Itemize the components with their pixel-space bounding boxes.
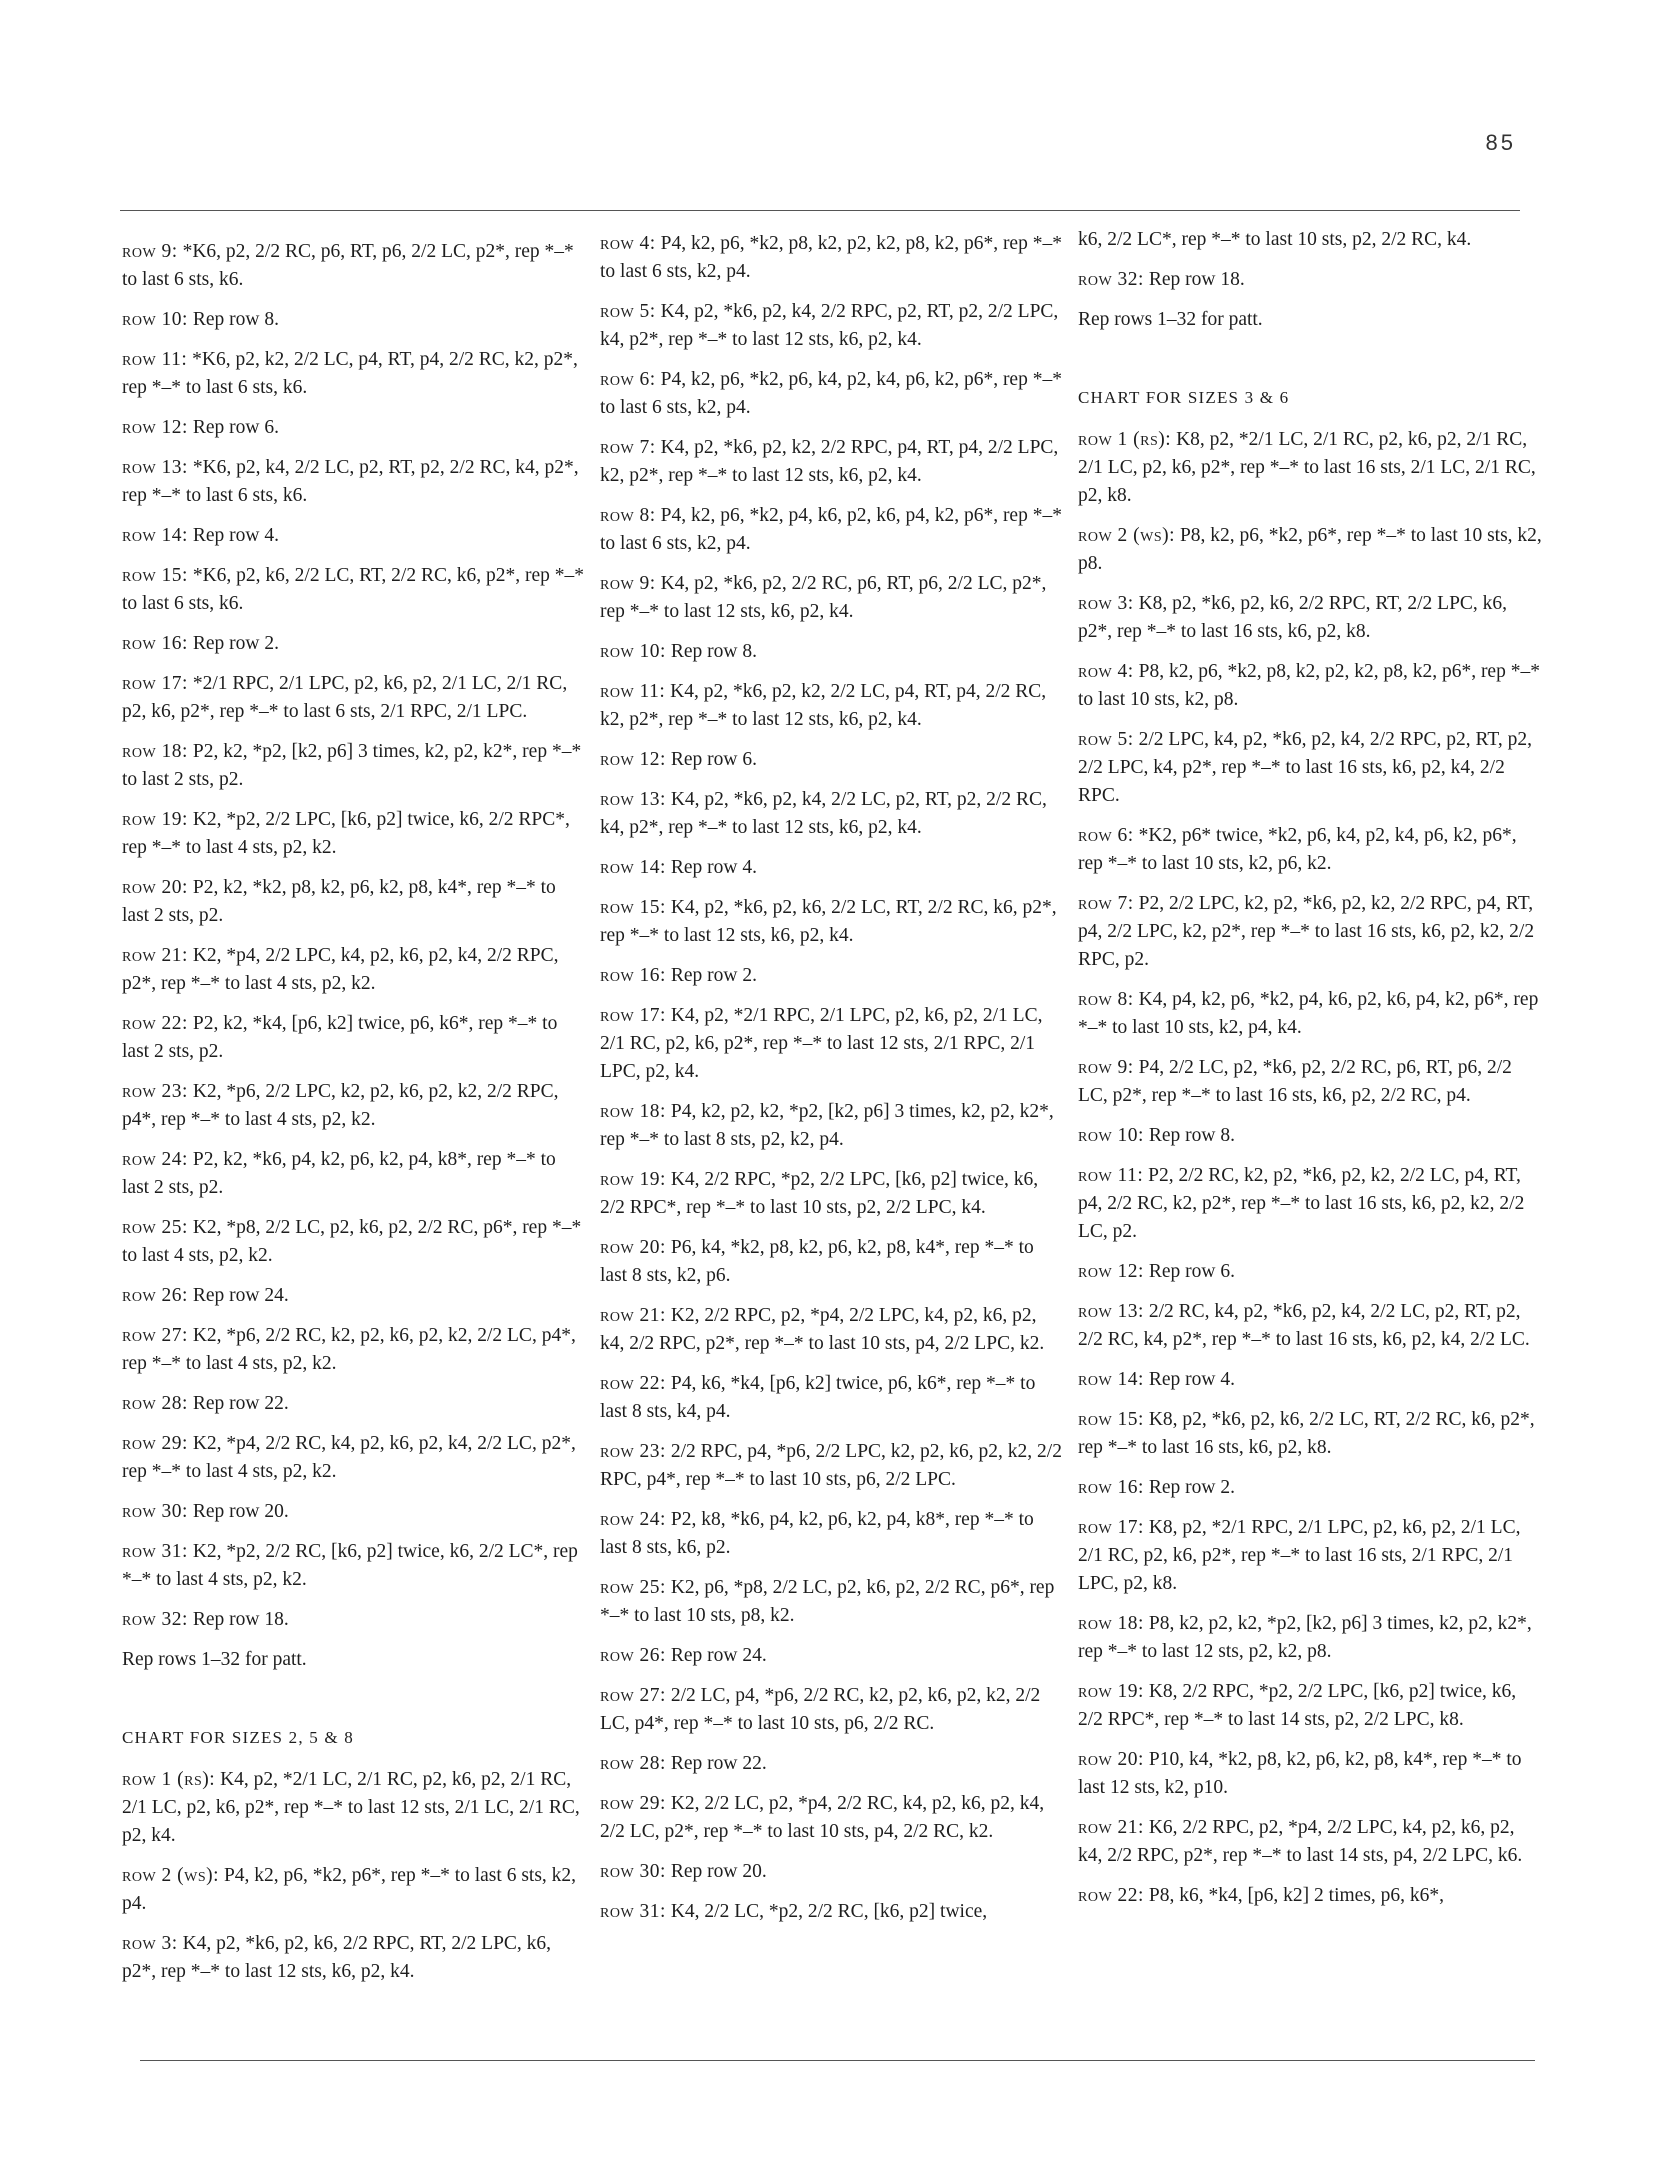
row-instruction — [1078, 1406, 1543, 1462]
instruction-text: *K6, p2, k4, 2/2 LC, p2, RT, p2, 2/2 RC, k4, p2*, rep *–* to last 6 sts, k6. — [122, 457, 579, 506]
row-label: row 4: — [600, 233, 656, 254]
instruction-text: K4, p2, *2/1 LC, 2/1 RC, p2, k6, p2, 2/1 RC, 2/1 LC, p2, k6, p2*, rep *–* to last 12 sts, 2/1 LC, 2/1 RC, p2, k4. — [122, 1769, 580, 1846]
row-label: row 16: — [122, 633, 188, 654]
instruction-text: Rep row 4. — [1148, 1369, 1235, 1390]
row-label: row 5: — [600, 301, 656, 322]
row-label: row 9: — [122, 241, 178, 262]
instruction-text: *2/1 RPC, 2/1 LPC, p2, k6, p2, 2/1 LC, 2/1 RC, p2, k6, p2*, rep *–* to last 6 sts, 2/1 RPC, 2/1 LPC. — [122, 673, 568, 722]
instruction-text: P4, k2, p6, *k2, p6, k4, p2, k4, p6, k2, p6*, rep *–* to last 6 sts, k2, p4. — [600, 369, 1062, 418]
footer-rule — [140, 2060, 1535, 2061]
instruction-text: P4, k2, p6, *k2, p8, k2, p2, k2, p8, k2, p6*, rep *–* to last 6 sts, k2, p4. — [600, 233, 1062, 282]
row-instruction — [122, 454, 587, 510]
row-instruction — [1078, 986, 1543, 1042]
row-label: row 23: — [122, 1081, 188, 1102]
row-instruction — [600, 1858, 1065, 1886]
row-label: row 16: — [1078, 1477, 1144, 1498]
instruction-text: P2, 2/2 LPC, k2, p2, *k6, p2, k2, 2/2 RPC, p4, RT, p4, 2/2 LPC, k2, p2*, rep *–* to last 16 sts, k6, p2, k2, 2/2 RPC, p2. — [1078, 893, 1535, 970]
row-label: row 11: — [1078, 1165, 1144, 1186]
row-label: row 15: — [122, 565, 188, 586]
row-instruction — [600, 962, 1065, 990]
instruction-text: K2, *p2, 2/2 LPC, [k6, p2] twice, k6, 2/2 RPC*, rep *–* to last 4 sts, p2, k2. — [122, 809, 570, 858]
instruction-text: P2, k2, *p2, [k2, p6] 3 times, k2, p2, k2*, rep *–* to last 2 sts, p2. — [122, 741, 582, 790]
row-instruction — [1078, 822, 1543, 878]
row-label: row 8: — [1078, 989, 1134, 1010]
row-instruction — [122, 1322, 587, 1378]
row-label: row 22: — [600, 1373, 666, 1394]
row-instruction — [600, 1438, 1065, 1494]
instruction-text: 2/2 LC, p4, *p6, 2/2 RC, k2, p2, k6, p2, k2, 2/2 LC, p4*, rep *–* to last 10 sts, p6, 2/2 RC. — [600, 1685, 1041, 1734]
row-label: row 12: — [600, 749, 666, 770]
instruction-text: Rep row 6. — [1148, 1261, 1235, 1282]
row-label: row 18: — [1078, 1613, 1144, 1634]
row-instruction — [600, 1506, 1065, 1562]
row-label: row 30: — [122, 1501, 188, 1522]
row-instruction — [600, 1234, 1065, 1290]
row-label: row 13: — [600, 789, 666, 810]
instruction-text: P6, k4, *k2, p8, k2, p6, k2, p8, k4*, rep *–* to last 8 sts, k2, p6. — [600, 1237, 1034, 1286]
row-label: row 1 (rs): — [122, 1769, 216, 1790]
row-instruction — [1078, 1678, 1543, 1734]
instruction-text: Rep row 18. — [1148, 269, 1245, 290]
row-instruction — [122, 562, 587, 618]
row-label: row 4: — [1078, 661, 1134, 682]
instruction-text: Rep row 4. — [670, 857, 757, 878]
row-label: row 32: — [122, 1609, 188, 1630]
row-instruction — [122, 1146, 587, 1202]
row-instruction — [600, 1750, 1065, 1778]
row-label: row 22: — [1078, 1885, 1144, 1906]
row-instruction — [122, 306, 587, 334]
instruction-text: K4, p2, *k6, p2, 2/2 RC, p6, RT, p6, 2/2 LC, p2*, rep *–* to last 12 sts, k6, p2, k4. — [600, 573, 1047, 622]
instruction-text: P2, k2, *k4, [p6, k2] twice, p6, k6*, rep *–* to last 2 sts, p2. — [122, 1013, 558, 1062]
row-instruction — [122, 1430, 587, 1486]
row-label: row 26: — [600, 1645, 666, 1666]
instruction-text: K2, *p8, 2/2 LC, p2, k6, p2, 2/2 RC, p6*, rep *–* to last 4 sts, p2, k2. — [122, 1217, 582, 1266]
row-label: row 13: — [122, 457, 188, 478]
row-instruction — [122, 1606, 587, 1634]
instruction-text: k6, 2/2 LC*, rep *–* to last 10 sts, p2, 2/2 RC, k4. — [1078, 229, 1472, 250]
row-instruction — [122, 942, 587, 998]
row-instruction — [1078, 1514, 1543, 1598]
row-instruction — [122, 630, 587, 658]
instruction-text: *K2, p6* twice, *k2, p6, k4, p2, k4, p6, k2, p6*, rep *–* to last 10 sts, k2, p6, k2. — [1078, 825, 1517, 874]
column-3 — [1078, 226, 1543, 1922]
row-instruction — [1078, 590, 1543, 646]
instruction-text: K4, p2, *k6, p2, k4, 2/2 RPC, p2, RT, p2, 2/2 LPC, k4, p2*, rep *–* to last 12 sts, k6, p2, k4. — [600, 301, 1059, 350]
row-label: row 24: — [600, 1509, 666, 1530]
row-label: row 26: — [122, 1285, 188, 1306]
row-instruction — [600, 434, 1065, 490]
instruction-text: K4, p4, k2, p6, *k2, p4, k6, p2, k6, p4, k2, p6*, rep *–* to last 10 sts, k2, p4, k4. — [1078, 989, 1539, 1038]
row-instruction — [122, 806, 587, 862]
instruction-text: P4, k6, *k4, [p6, k2] twice, p6, k6*, rep *–* to last 8 sts, k4, p4. — [600, 1373, 1036, 1422]
instruction-text: *K6, p2, k6, 2/2 LC, RT, 2/2 RC, k6, p2*, rep *–* to last 6 sts, k6. — [122, 565, 585, 614]
row-label: row 32: — [1078, 269, 1144, 290]
row-label: row 10: — [600, 641, 666, 662]
row-label: row 28: — [122, 1393, 188, 1414]
row-instruction — [600, 1302, 1065, 1358]
row-label: row 2 (ws): — [1078, 525, 1176, 546]
instruction-text: 2/2 RC, k4, p2, *k6, p2, k4, 2/2 LC, p2, RT, p2, 2/2 RC, k4, p2*, rep *–* to last 16 sts, k6, p2, k4, 2/2 LC. — [1078, 1301, 1530, 1350]
row-label: row 20: — [122, 877, 188, 898]
row-instruction — [600, 894, 1065, 950]
row-label: row 6: — [600, 369, 656, 390]
row-label: row 31: — [600, 1901, 666, 1922]
row-instruction — [600, 1002, 1065, 1086]
row-label: row 31: — [122, 1541, 188, 1562]
row-label: row 29: — [122, 1433, 188, 1454]
row-label: row 14: — [122, 525, 188, 546]
row-instruction — [122, 874, 587, 930]
row-label: row 11: — [600, 681, 666, 702]
row-label: row 18: — [122, 741, 188, 762]
instruction-text: Rep row 8. — [192, 309, 279, 330]
row-label: row 25: — [122, 1217, 188, 1238]
row-label: row 16: — [600, 965, 666, 986]
row-instruction — [122, 1862, 587, 1918]
instruction-text: *K6, p2, k2, 2/2 LC, p4, RT, p4, 2/2 RC, k2, p2*, rep *–* to last 6 sts, k6. — [122, 349, 578, 398]
row-label: row 19: — [600, 1169, 666, 1190]
row-label: row 15: — [1078, 1409, 1144, 1430]
row-label: row 12: — [122, 417, 188, 438]
instruction-text: K2, 2/2 LC, p2, *p4, 2/2 RC, k4, p2, k6, p2, k4, 2/2 LC, p2*, rep *–* to last 10 sts, p4, 2/2 RC, k2. — [600, 1793, 1045, 1842]
instruction-text: K4, p2, *k6, p2, k2, 2/2 LC, p4, RT, p4, 2/2 RC, k2, p2*, rep *–* to last 12 sts, k6, p2, k4. — [600, 681, 1047, 730]
instruction-text: Rep row 24. — [192, 1285, 289, 1306]
row-instruction — [600, 746, 1065, 774]
header-rule — [120, 210, 1520, 211]
row-instruction — [600, 854, 1065, 882]
row-instruction — [122, 522, 587, 550]
row-label: row 2 (ws): — [122, 1865, 220, 1886]
row-label: row 23: — [600, 1441, 666, 1462]
row-instruction — [122, 414, 587, 442]
row-instruction — [122, 1538, 587, 1594]
row-label: row 7: — [1078, 893, 1134, 914]
row-instruction — [122, 346, 587, 402]
row-instruction — [1078, 1366, 1543, 1394]
row-instruction — [600, 638, 1065, 666]
row-instruction — [1078, 1746, 1543, 1802]
instruction-text: Rep row 2. — [192, 633, 279, 654]
instruction-text: K2, *p4, 2/2 LPC, k4, p2, k6, p2, k4, 2/2 RPC, p2*, rep *–* to last 4 sts, p2, k2. — [122, 945, 559, 994]
instruction-text: K8, p2, *k6, p2, k6, 2/2 LC, RT, 2/2 RC, k6, p2*, rep *–* to last 16 sts, k6, p2, k8. — [1078, 1409, 1535, 1458]
row-instruction — [1078, 658, 1543, 714]
row-label: row 15: — [600, 897, 666, 918]
instruction-text: 2/2 RPC, p4, *p6, 2/2 LPC, k2, p2, k6, p2, k2, 2/2 RPC, p4*, rep *–* to last 10 sts, p6, 2/2 LPC. — [600, 1441, 1062, 1490]
instruction-text: K4, p2, *k6, p2, k4, 2/2 LC, p2, RT, p2, 2/2 RC, k4, p2*, rep *–* to last 12 sts, k6, p2, k4. — [600, 789, 1047, 838]
instruction-text: K4, p2, *k6, p2, k2, 2/2 RPC, p4, RT, p4, 2/2 LPC, k2, p2*, rep *–* to last 12 sts, k6, p2, k4. — [600, 437, 1059, 486]
row-instruction — [1078, 1162, 1543, 1246]
row-label: row 3: — [1078, 593, 1134, 614]
row-instruction — [1078, 1474, 1543, 1502]
paragraph — [1078, 306, 1543, 334]
row-instruction — [600, 1370, 1065, 1426]
instruction-text: K2, *p4, 2/2 RC, k4, p2, k6, p2, k4, 2/2 LC, p2*, rep *–* to last 4 sts, p2, k2. — [122, 1433, 576, 1482]
row-instruction — [600, 1790, 1065, 1846]
instruction-text: Rep rows 1–32 for patt. — [122, 1649, 307, 1670]
row-instruction — [1078, 266, 1543, 294]
row-instruction — [122, 1930, 587, 1986]
row-instruction — [1078, 726, 1543, 810]
instruction-text: Rep row 18. — [192, 1609, 289, 1630]
instruction-text: P4, 2/2 LC, p2, *k6, p2, 2/2 RC, p6, RT, p6, 2/2 LC, p2*, rep *–* to last 16 sts, k6, p2, 2/2 RC, p4. — [1078, 1057, 1512, 1106]
paragraph — [122, 1646, 587, 1674]
column-2 — [600, 230, 1065, 1938]
row-label: row 8: — [600, 505, 656, 526]
instruction-text: Rep row 6. — [192, 417, 279, 438]
instruction-text: Rep row 20. — [670, 1861, 767, 1882]
row-label: row 27: — [122, 1325, 188, 1346]
row-label: row 27: — [600, 1685, 666, 1706]
row-label: row 6: — [1078, 825, 1134, 846]
row-label: row 21: — [600, 1305, 666, 1326]
row-instruction — [1078, 1882, 1543, 1910]
row-instruction — [1078, 426, 1543, 510]
instruction-text: K4, 2/2 RPC, *p2, 2/2 LPC, [k6, p2] twice, k6, 2/2 RPC*, rep *–* to last 10 sts, p2, 2/2 LPC, k4. — [600, 1169, 1039, 1218]
page-number: 85 — [1485, 130, 1516, 155]
row-instruction — [600, 570, 1065, 626]
instruction-text: K2, 2/2 RPC, p2, *p4, 2/2 LPC, k4, p2, k6, p2, k4, 2/2 RPC, p2*, rep *–* to last 10 sts, p4, 2/2 LPC, k2. — [600, 1305, 1045, 1354]
row-label: row 25: — [600, 1577, 666, 1598]
instruction-text: K2, *p6, 2/2 RC, k2, p2, k6, p2, k2, 2/2 LC, p4*, rep *–* to last 4 sts, p2, k2. — [122, 1325, 576, 1374]
instruction-text: P10, k4, *k2, p8, k2, p6, k2, p8, k4*, rep *–* to last 12 sts, k2, p10. — [1078, 1749, 1522, 1798]
row-instruction — [122, 1214, 587, 1270]
instruction-text: P8, k2, p2, k2, *p2, [k2, p6] 3 times, k2, p2, k2*, rep *–* to last 12 sts, p2, k2, p8. — [1078, 1613, 1532, 1662]
row-label: row 3: — [122, 1933, 178, 1954]
row-instruction — [122, 670, 587, 726]
row-label: row 9: — [600, 573, 656, 594]
row-instruction — [600, 678, 1065, 734]
row-instruction — [122, 238, 587, 294]
row-label: row 17: — [600, 1005, 666, 1026]
instruction-text: Rep row 2. — [1148, 1477, 1235, 1498]
row-instruction — [1078, 1298, 1543, 1354]
row-instruction — [600, 1098, 1065, 1154]
instruction-text: Rep row 8. — [670, 641, 757, 662]
instruction-text: K4, p2, *2/1 RPC, 2/1 LPC, p2, k6, p2, 2/1 LC, 2/1 RC, p2, k6, p2*, rep *–* to last 12 sts, 2/1 RPC, 2/1 LPC, p2, k4. — [600, 1005, 1043, 1082]
instruction-text: Rep row 22. — [192, 1393, 289, 1414]
column-1 — [122, 238, 587, 1998]
row-instruction — [122, 1498, 587, 1526]
row-instruction — [600, 298, 1065, 354]
instruction-text: K2, *p2, 2/2 RC, [k6, p2] twice, k6, 2/2 LC*, rep *–* to last 4 sts, p2, k2. — [122, 1541, 578, 1590]
row-instruction — [600, 1642, 1065, 1670]
row-label: row 10: — [122, 309, 188, 330]
instruction-text: K4, p2, *k6, p2, k6, 2/2 RPC, RT, 2/2 LPC, k6, p2*, rep *–* to last 12 sts, k6, p2, k4. — [122, 1933, 552, 1982]
instruction-text: P2, k2, *k6, p4, k2, p6, k2, p4, k8*, rep *–* to last 2 sts, p2. — [122, 1149, 556, 1198]
row-label: row 18: — [600, 1101, 666, 1122]
row-label: row 19: — [1078, 1681, 1144, 1702]
paragraph — [1078, 226, 1543, 254]
instruction-text: P2, 2/2 RC, k2, p2, *k6, p2, k2, 2/2 LC, p4, RT, p4, 2/2 RC, k2, p2*, rep *–* to last 16 sts, k6, p2, k2, 2/2 LC, p2. — [1078, 1165, 1525, 1242]
instruction-text: P8, k2, p6, *k2, p8, k2, p2, k2, p8, k2, p6*, rep *–* to last 10 sts, k2, p8. — [1078, 661, 1540, 710]
instruction-text: K6, 2/2 RPC, p2, *p4, 2/2 LPC, k4, p2, k6, p2, k4, 2/2 RPC, p2*, rep *–* to last 14 sts, p4, 2/2 LPC, k6. — [1078, 1817, 1523, 1866]
row-label: row 9: — [1078, 1057, 1134, 1078]
instruction-text: Rep row 24. — [670, 1645, 767, 1666]
instruction-text: Rep row 6. — [670, 749, 757, 770]
row-label: row 12: — [1078, 1261, 1144, 1282]
row-label: row 7: — [600, 437, 656, 458]
row-label: row 14: — [1078, 1369, 1144, 1390]
row-label: row 11: — [122, 349, 188, 370]
instruction-text: K4, 2/2 LC, *p2, 2/2 RC, [k6, p2] twice, — [670, 1901, 988, 1922]
row-instruction — [1078, 1258, 1543, 1286]
row-label: row 10: — [1078, 1125, 1144, 1146]
instruction-text: K4, p2, *k6, p2, k6, 2/2 LC, RT, 2/2 RC, k6, p2*, rep *–* to last 12 sts, k6, p2, k4. — [600, 897, 1057, 946]
row-label: row 1 (rs): — [1078, 429, 1172, 450]
instruction-text: Rep row 22. — [670, 1753, 767, 1774]
row-label: row 14: — [600, 857, 666, 878]
row-label: row 24: — [122, 1149, 188, 1170]
instruction-text: 2/2 LPC, k4, p2, *k6, p2, k4, 2/2 RPC, p2, RT, p2, 2/2 LPC, k4, p2*, rep *–* to last 16 sts, k6, p2, k4, 2/2 RPC. — [1078, 729, 1532, 806]
row-instruction — [600, 366, 1065, 422]
row-instruction — [1078, 1610, 1543, 1666]
instruction-text: *K6, p2, 2/2 RC, p6, RT, p6, 2/2 LC, p2*, rep *–* to last 6 sts, k6. — [122, 241, 574, 290]
row-label: row 20: — [1078, 1749, 1144, 1770]
row-label: row 21: — [1078, 1817, 1144, 1838]
row-label: row 17: — [1078, 1517, 1144, 1538]
row-label: row 29: — [600, 1793, 666, 1814]
row-instruction — [600, 1574, 1065, 1630]
row-instruction — [1078, 890, 1543, 974]
row-instruction — [122, 1010, 587, 1066]
row-label: row 30: — [600, 1861, 666, 1882]
instruction-text: P2, k8, *k6, p4, k2, p6, k2, p4, k8*, rep *–* to last 8 sts, k6, p2. — [600, 1509, 1034, 1558]
instruction-text: P4, k2, p2, k2, *p2, [k2, p6] 3 times, k2, p2, k2*, rep *–* to last 8 sts, p2, k2, p4. — [600, 1101, 1054, 1150]
row-label: row 21: — [122, 945, 188, 966]
instruction-text: Rep row 4. — [192, 525, 279, 546]
instruction-text: P2, k2, *k2, p8, k2, p6, k2, p8, k4*, rep *–* to last 2 sts, p2. — [122, 877, 556, 926]
row-label: row 20: — [600, 1237, 666, 1258]
row-instruction — [122, 1078, 587, 1134]
row-label: row 17: — [122, 673, 188, 694]
instruction-text: Rep row 2. — [670, 965, 757, 986]
instruction-text: P4, k2, p6, *k2, p4, k6, p2, k6, p4, k2, p6*, rep *–* to last 6 sts, k2, p4. — [600, 505, 1062, 554]
section-heading: CHART FOR SIZES 2, 5 & 8 — [122, 1728, 354, 1747]
row-label: row 13: — [1078, 1301, 1144, 1322]
row-instruction — [600, 230, 1065, 286]
row-label: row 28: — [600, 1753, 666, 1774]
instruction-text: P8, k6, *k4, [p6, k2] 2 times, p6, k6*, — [1148, 1885, 1445, 1906]
row-instruction — [1078, 1122, 1543, 1150]
instruction-text: Rep rows 1–32 for patt. — [1078, 309, 1263, 330]
row-instruction — [122, 1390, 587, 1418]
row-instruction — [600, 502, 1065, 558]
instruction-text: K2, *p6, 2/2 LPC, k2, p2, k6, p2, k2, 2/2 RPC, p4*, rep *–* to last 4 sts, p2, k2. — [122, 1081, 559, 1130]
instruction-text: K8, 2/2 RPC, *p2, 2/2 LPC, [k6, p2] twice, k6, 2/2 RPC*, rep *–* to last 14 sts, p2, 2/2 LPC, k8. — [1078, 1681, 1517, 1730]
row-instruction — [122, 1282, 587, 1310]
instruction-text: K8, p2, *2/1 RPC, 2/1 LPC, p2, k6, p2, 2/1 LC, 2/1 RC, p2, k6, p2*, rep *–* to last 16 sts, 2/1 RPC, 2/1 LPC, p2, k8. — [1078, 1517, 1521, 1594]
instruction-text: Rep row 20. — [192, 1501, 289, 1522]
instruction-text: K2, p6, *p8, 2/2 LC, p2, k6, p2, 2/2 RC, p6*, rep *–* to last 10 sts, p8, k2. — [600, 1577, 1055, 1626]
row-instruction — [600, 1682, 1065, 1738]
row-instruction — [600, 786, 1065, 842]
row-label: row 22: — [122, 1013, 188, 1034]
row-instruction — [1078, 1814, 1543, 1870]
instruction-text: P4, k2, p6, *k2, p6*, rep *–* to last 6 sts, k2, p4. — [122, 1865, 577, 1914]
row-instruction — [122, 738, 587, 794]
row-instruction — [600, 1898, 1065, 1926]
row-label: row 19: — [122, 809, 188, 830]
row-label: row 5: — [1078, 729, 1134, 750]
instruction-text: Rep row 8. — [1148, 1125, 1235, 1146]
row-instruction — [1078, 522, 1543, 578]
row-instruction — [122, 1766, 587, 1850]
instruction-text: K8, p2, *k6, p2, k6, 2/2 RPC, RT, 2/2 LPC, k6, p2*, rep *–* to last 16 sts, k6, p2, k8. — [1078, 593, 1508, 642]
row-instruction — [600, 1166, 1065, 1222]
row-instruction — [1078, 1054, 1543, 1110]
instruction-text: K8, p2, *2/1 LC, 2/1 RC, p2, k6, p2, 2/1 RC, 2/1 LC, p2, k6, p2*, rep *–* to last 16 sts, 2/1 LC, 2/1 RC, p2, k8. — [1078, 429, 1536, 506]
instruction-text: P8, k2, p6, *k2, p6*, rep *–* to last 10 sts, k2, p8. — [1078, 525, 1542, 574]
section-heading: CHART FOR SIZES 3 & 6 — [1078, 388, 1290, 407]
